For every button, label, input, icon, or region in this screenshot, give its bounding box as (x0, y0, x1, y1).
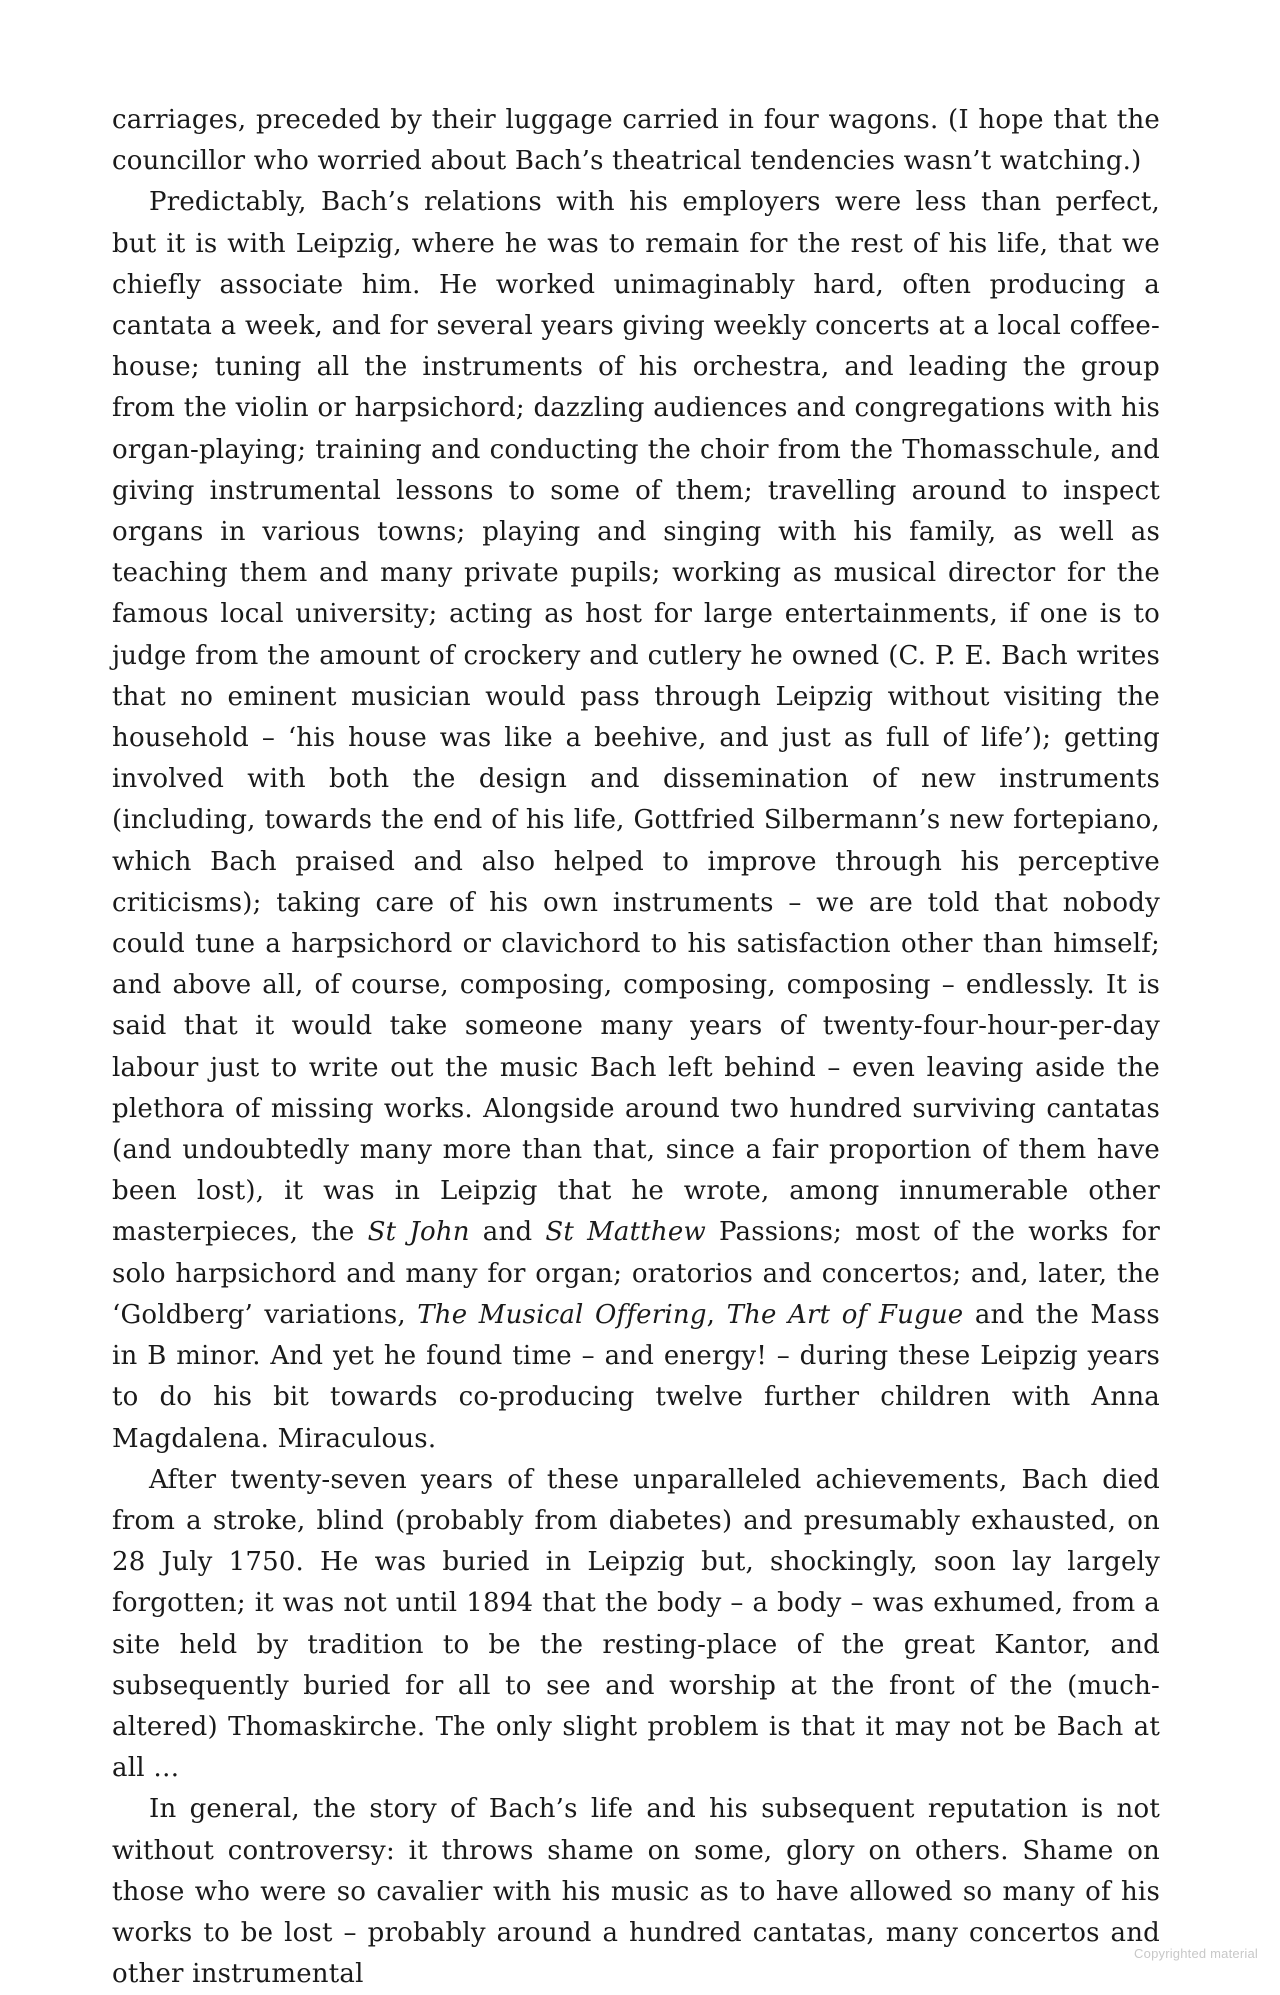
italic-title: St Matthew (545, 1217, 706, 1248)
text-run: After twenty-seven years of these unparalleled achievements, Bach died from a stroke, blind (probably from diabetes) and presumably exhausted, on 28 July 1750. He was buried in Leipzig but, shockingly, soon lay largely forgotten; it was not until 1894 that the body – a body – was exhumed, from a site held by tradition to be the resting-place of the great Kantor, and subsequently buried for all to see and worship at the front of the (much-altered) Thomaskirche. The only slight problem is that it may not be Bach at all … (112, 1464, 1160, 1784)
copyright-watermark: Copyrighted material (1134, 1946, 1258, 1961)
text-run: Predictably, Bach’s relations with his employers were less than perfect, but it is with Leipzig, where he was to remain for the rest of his life, that we chiefly associate him. He worked unimaginably hard, often producing a cantata a week, and for several years giving weekly concerts at a local coffee-house; tuning all the instruments of his orchestra, and leading the group from the violin or harpsichord; dazzling audiences and congregations with his organ-playing; training and conducting the choir from the Thomasschule, and giving instrumental lessons to some of them; travelling around to inspect organs in various towns; playing and singing with his family, as well as teaching them and many private pupils; working as musical director for the famous local university; acting as host for large entertainments, if one is to judge from the amount of crockery and cutlery he owned (C. P. E. Bach writes that no eminent musician would pass through Leipzig without visiting the household – ‘his house was like a beehive, and just as full of life’); getting involved with both the design and dissemination of new instruments (including, towards the end of his life, Gottfried Silbermann’s new fortepiano, which Bach praised and also helped to improve through his perceptive criticisms); taking care of his own instruments – we are told that nobody could tune a harpsichord or clavichord to his satisfaction other than himself; and above all, of course, composing, composing, composing – endlessly. It is said that it would take someone many years of twenty-four-hour-per-day labour just to write out the music Bach left behind – even leaving aside the plethora of missing works. Alongside around two hundred surviving cantatas (and undoubtedly many more than that, since a fair proportion of them have been lost), it was in Leipzig that he wrote, among innumerable other masterpieces, the (112, 187, 1160, 1248)
book-page (112, 100, 1160, 1995)
italic-title: The Art of Fugue (726, 1299, 964, 1330)
paragraph-1 (112, 100, 1160, 182)
paragraph-2 (112, 182, 1160, 1459)
italic-title: The Musical Offering (417, 1299, 707, 1330)
italic-title: St John (367, 1217, 470, 1248)
paragraph-3 (112, 1460, 1160, 1790)
text-run: and (469, 1217, 546, 1248)
text-run: In general, the story of Bach’s life and his subsequent reputation is not without controversy: it throws shame on some, glory on others. Shame on those who were so cavalier with his music as to have allowed so many of his works to be lost – probably around a hundred cantatas, many concertos and other instrumental (112, 1794, 1160, 1990)
text-run: carriages, preceded by their luggage carried in four wagons. (I hope that the councillor who worried about Bach’s theatrical tendencies wasn’t watching.) (112, 105, 1160, 177)
text-run: and the Mass in B minor. And yet he found time – and energy! – during these Leipzig years to do his bit towards co-producing twelve further children with Anna Magdalena. Miraculous. (112, 1299, 1160, 1454)
text-run: , (706, 1299, 727, 1330)
text-run: Passions; most of the works for solo harpsichord and many for organ; oratorios and concertos; and, later, the ‘Goldberg’ variations, (112, 1217, 1161, 1330)
paragraph-4 (112, 1789, 1160, 1995)
